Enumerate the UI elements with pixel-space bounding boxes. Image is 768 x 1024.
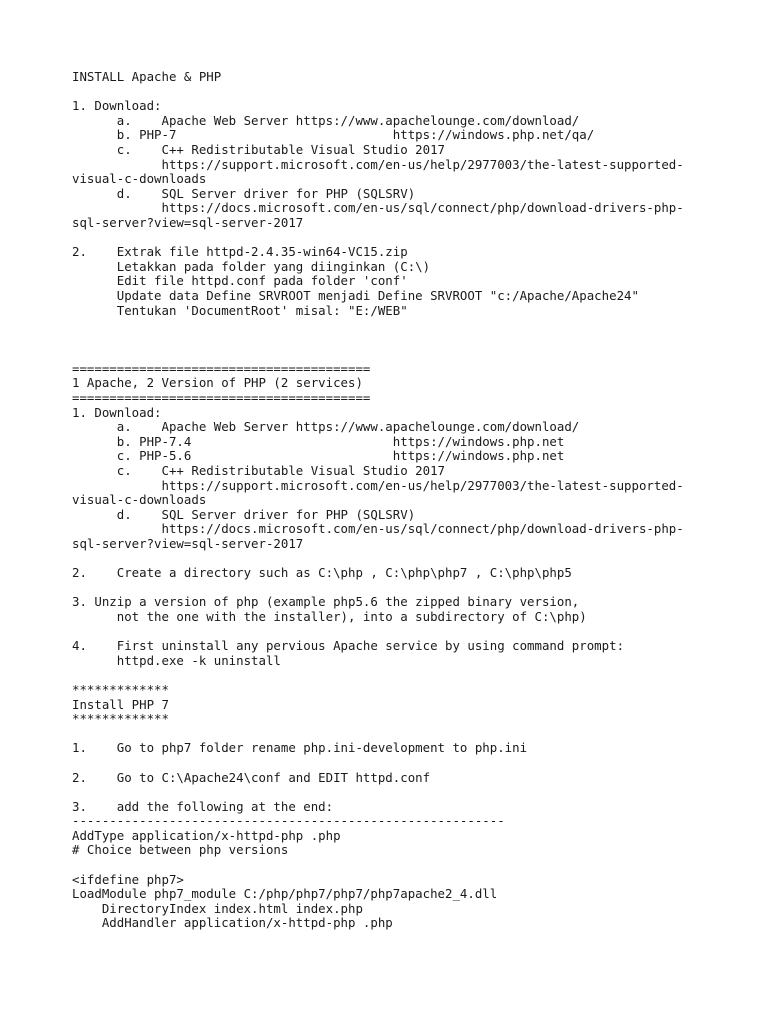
text-line: AddType application/x-httpd-php .php	[72, 827, 341, 843]
text-line: # Choice between php versions	[72, 842, 289, 858]
text-line: INSTALL Apache & PHP	[72, 69, 222, 84]
text-line: 1. Download:	[72, 98, 162, 114]
text-line: a. Apache Web Server https://www.apachelounge.com/download/	[72, 112, 580, 128]
text-line: b. PHP-7.4 https://windows.php.net	[72, 433, 565, 449]
blank-line	[72, 581, 732, 596]
text-line: 1 Apache, 2 Version of PHP (2 services)	[72, 375, 363, 391]
text-line: sql-server?view=sql-server-2017	[72, 214, 304, 230]
blank-line	[72, 231, 732, 246]
text-line: 1. Go to php7 folder rename php.ini-development to php.ini	[72, 740, 528, 756]
text-line: ========================================	[72, 360, 371, 376]
text-line: a. Apache Web Server https://www.apachelounge.com/download/	[72, 419, 580, 435]
blank-line	[72, 85, 732, 100]
text-line: DirectoryIndex index.html index.php	[72, 900, 363, 916]
text-line: d. SQL Server driver for PHP (SQLSRV)	[72, 185, 416, 201]
text-line: 3. Unzip a version of php (example php5.6 the zipped binary version,	[72, 594, 580, 610]
text-line: c. C++ Redistributable Visual Studio 2017	[72, 141, 445, 157]
text-line: httpd.exe -k uninstall	[72, 652, 281, 668]
document-body	[72, 70, 732, 931]
text-line: visual-c-downloads	[72, 492, 207, 508]
text-line: 2. Create a directory such as C:\php , C:\php\php7 , C:\php\php5	[72, 565, 572, 581]
text-line: 2. Go to C:\Apache24\conf and EDIT httpd.conf	[72, 769, 431, 785]
text-line: Update data Define SRVROOT menjadi Define SRVROOT "c:/Apache/Apache24"	[72, 287, 639, 303]
text-line: ========================================	[72, 390, 371, 406]
text-line: https://docs.microsoft.com/en-us/sql/connect/php/download-drivers-php-	[72, 521, 684, 537]
text-line: Letakkan pada folder yang diinginkan (C:\)	[72, 258, 431, 274]
text-line: 1. Download:	[72, 404, 162, 420]
blank-line	[72, 756, 732, 771]
text-line: visual-c-downloads	[72, 171, 207, 187]
text-line: *************	[72, 681, 169, 697]
blank-line	[72, 625, 732, 640]
blank-line	[72, 668, 732, 683]
text-line: c. C++ Redistributable Visual Studio 2017	[72, 463, 445, 479]
blank-line	[72, 333, 732, 348]
text-line: 3. add the following at the end:	[72, 798, 334, 814]
text-line: https://support.microsoft.com/en-us/help/2977003/the-latest-supported-	[72, 477, 684, 493]
text-line: not the one with the installer), into a subdirectory of C:\php)	[72, 608, 587, 624]
text-line: c. PHP-5.6 https://windows.php.net	[72, 448, 565, 464]
text-line: <ifdefine php7>	[72, 871, 184, 887]
text-line: LoadModule php7_module C:/php/php7/php7/php7apache2_4.dll	[72, 886, 498, 902]
text-line: Tentukan 'DocumentRoot' misal: "E:/WEB"	[72, 302, 408, 318]
blank-line	[72, 318, 732, 333]
text-line: Edit file httpd.conf pada folder 'conf'	[72, 273, 408, 289]
text-line: https://support.microsoft.com/en-us/help/2977003/the-latest-supported-	[72, 156, 684, 172]
text-line: ----------------------------------------------------------	[72, 813, 505, 829]
text-line: 2. Extrak file httpd-2.4.35-win64-VC15.zip	[72, 244, 408, 260]
text-line: https://docs.microsoft.com/en-us/sql/connect/php/download-drivers-php-	[72, 200, 684, 216]
blank-line	[72, 552, 732, 567]
text-line: b. PHP-7 https://windows.php.net/qa/	[72, 127, 595, 143]
blank-line	[72, 858, 732, 873]
text-line: 4. First uninstall any pervious Apache service by using command prompt:	[72, 638, 625, 654]
text-line: d. SQL Server driver for PHP (SQLSRV)	[72, 506, 416, 522]
blank-line	[72, 727, 732, 742]
blank-line	[72, 785, 732, 800]
text-line: sql-server?view=sql-server-2017	[72, 536, 304, 551]
blank-line	[72, 347, 732, 362]
text-line: Install PHP 7	[72, 696, 169, 712]
text-line: *************	[72, 711, 169, 727]
text-line: AddHandler application/x-httpd-php .php	[72, 915, 393, 931]
